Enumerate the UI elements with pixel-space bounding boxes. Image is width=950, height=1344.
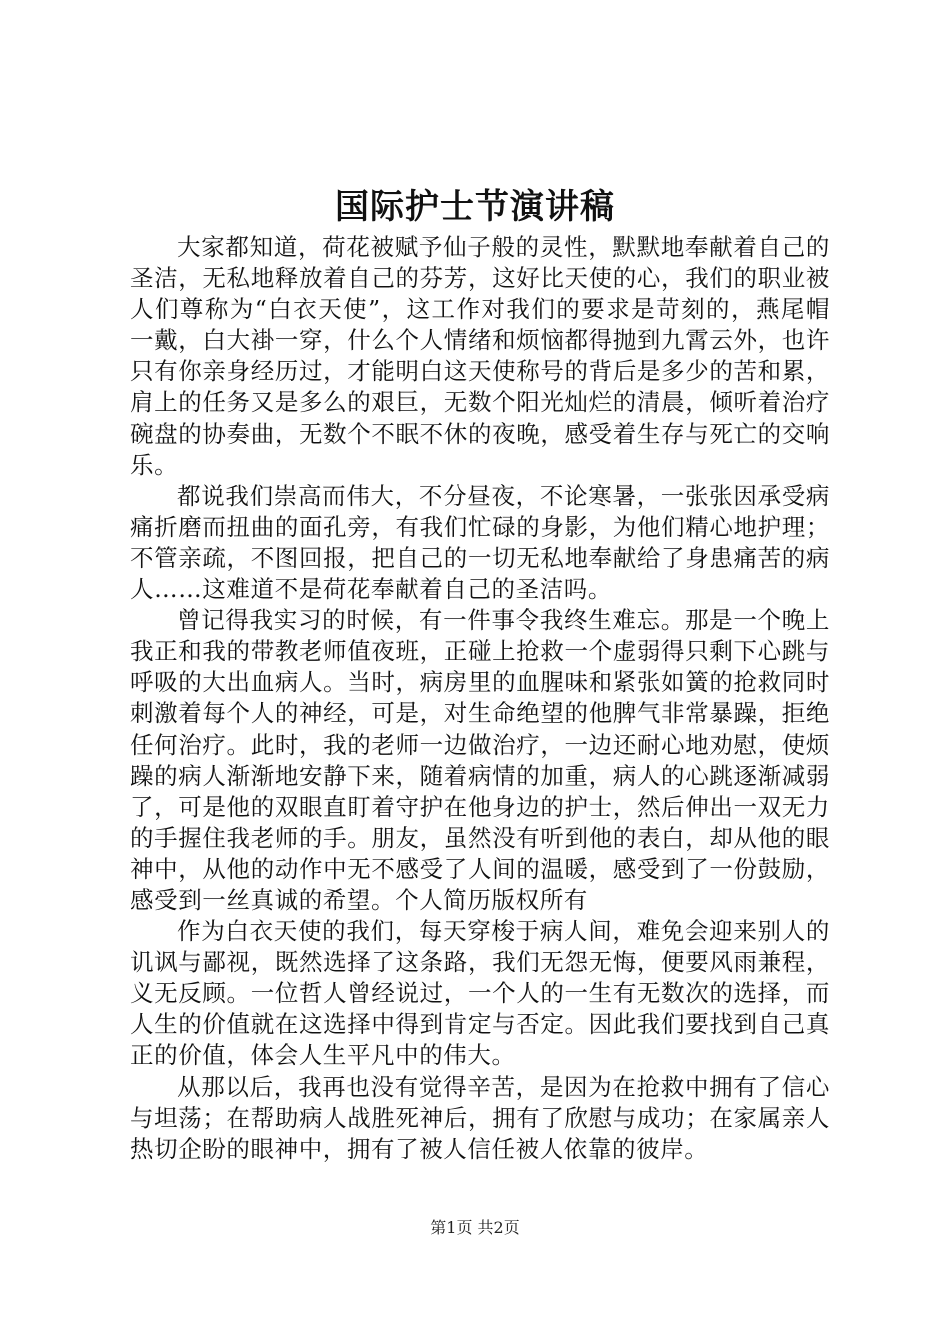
page-footer: 第1页 共2页: [430, 1218, 520, 1237]
paragraph-3: 曾记得我实习的时候，有一件事令我终生难忘。那是一个晚上我正和我的带教老师值夜班，正碰上抢救一个虚弱得只剩下心跳与呼吸的大出血病人。当时，病房里的血腥味和紧张如簧的抢救同时刺激着每个人的神经，可是，对生命绝望的他脾气非常暴躁，拒绝任何治疗。此时，我的老师一边做治疗，一边还耐心地劝慰，使烦躁的病人渐渐地安静下来，随着病情的加重，病人的心跳逐渐减弱了，可是他的双眼直盯着守护在他身边的护士，然后伸出一双无力的手握住我老师的手。朋友，虽然没有听到他的表白，却从他的眼神中，从他的动作中无不感受了人间的温暖，感受到了一份鼓励，感受到一丝真诚的希望。个人简历版权所有: [130, 606, 830, 914]
document-title: 国际护士节演讲稿: [335, 187, 615, 227]
paragraph-1: 大家都知道，荷花被赋予仙子般的灵性，默默地奉献着自己的圣洁，无私地释放着自己的芬芳，这好比天使的心，我们的职业被人们尊称为“白衣天使”，这工作对我们的要求是苛刻的，燕尾帽一戴，白大褂一穿，什么个人情绪和烦恼都得抛到九霄云外，也许只有你亲身经历过，才能明白这天使称号的背后是多少的苦和累，肩上的任务又是多么的艰巨，无数个阳光灿烂的清晨，倾听着治疗碗盘的协奏曲，无数个不眠不休的夜晚，感受着生存与死亡的交响乐。: [130, 233, 830, 479]
paragraph-5: 从那以后，我再也没有觉得辛苦，是因为在抢救中拥有了信心与坦荡；在帮助病人战胜死神后，拥有了欣慰与成功；在家属亲人热切企盼的眼神中，拥有了被人信任被人依靠的彼岸。: [130, 1072, 830, 1163]
document-body: [130, 232, 830, 1165]
paragraph-4: 作为白衣天使的我们，每天穿梭于病人间，难免会迎来别人的讥讽与鄙视，既然选择了这条路，我们无怨无悔，便要风雨兼程，义无反顾。一位哲人曾经说过，一个人的一生有无数次的选择，而人生的价值就在这选择中得到肯定与否定。因此我们要找到自己真正的价值，体会人生平凡中的伟大。: [130, 917, 830, 1070]
paragraph-2: 都说我们崇高而伟大，不分昼夜，不论寒暑，一张张因承受病痛折磨而扭曲的面孔旁，有我们忙碌的身影，为他们精心地护理；不管亲疏，不图回报，把自己的一切无私地奉献给了身患痛苦的病人……这难道不是荷花奉献着自己的圣洁吗。: [130, 481, 830, 604]
